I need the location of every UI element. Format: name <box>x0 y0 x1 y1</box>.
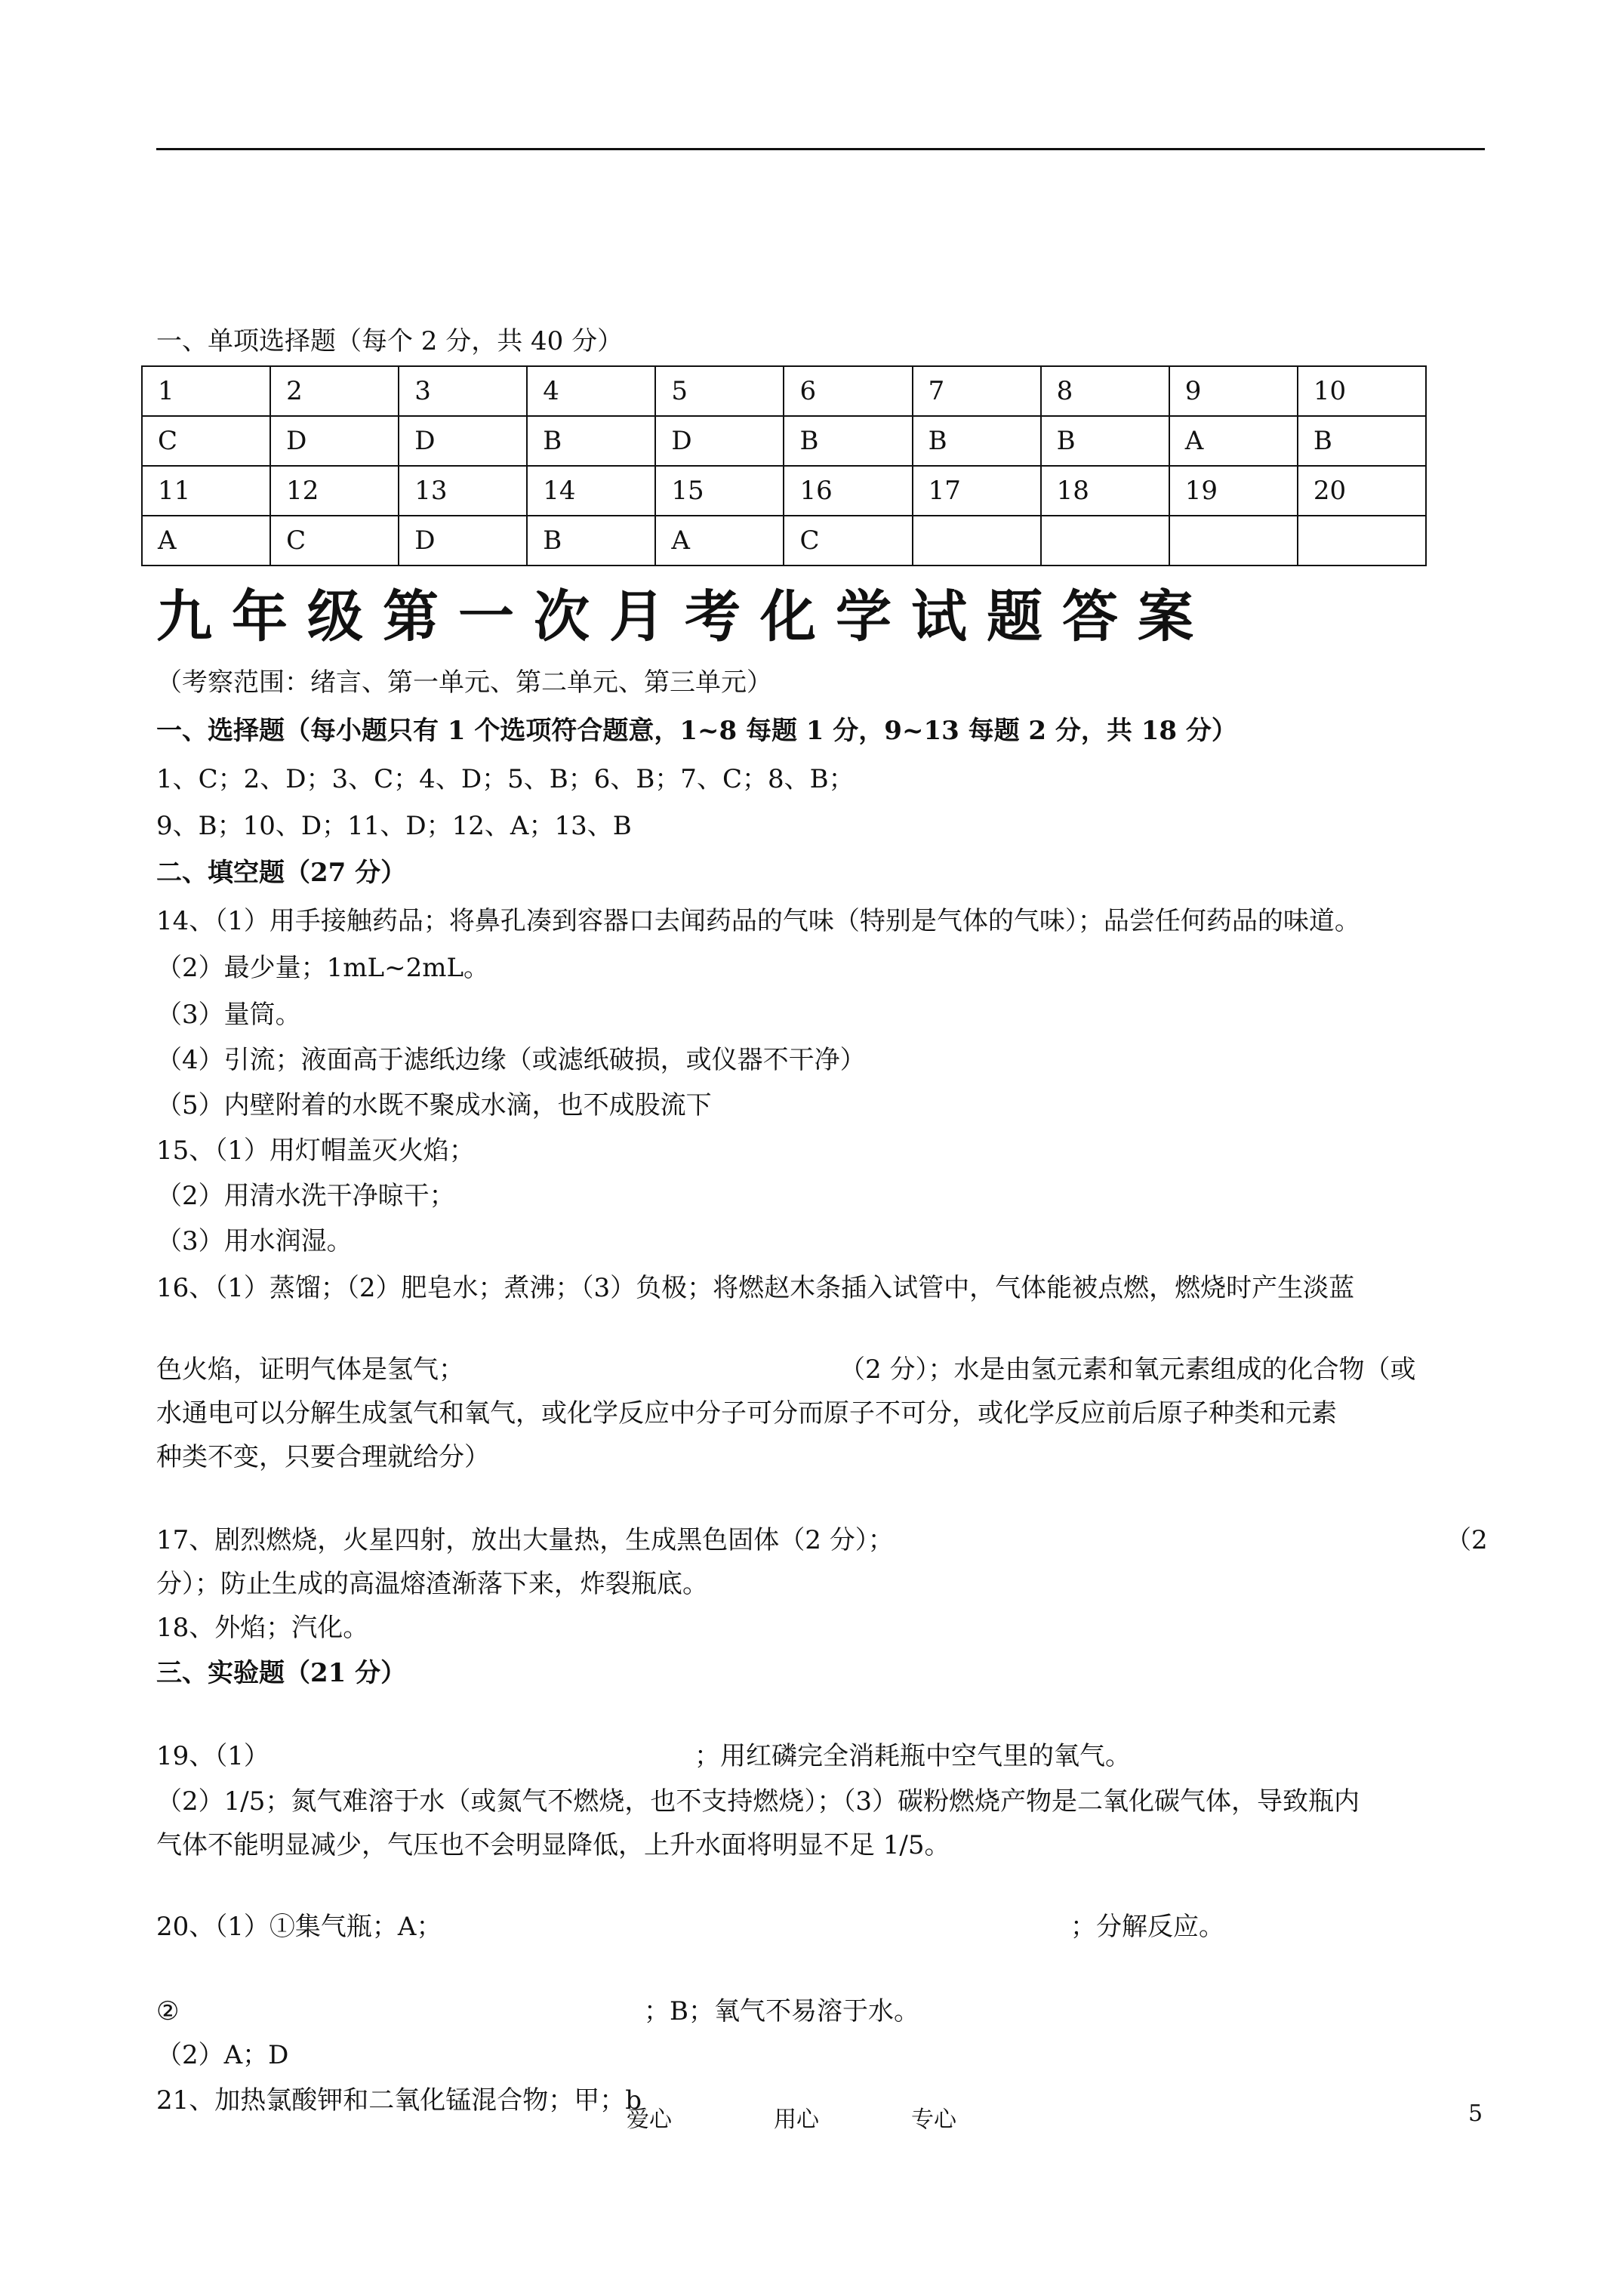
answer-line: ② <box>156 1996 180 2026</box>
table-cell: 17 <box>913 466 1041 516</box>
answer-line-continuation: ；B；氧气不易溶于水。 <box>644 1996 919 2026</box>
section-heading: 一、单项选择题（每个 2 分，共 40 分） <box>156 326 624 356</box>
table-cell: C <box>142 416 270 466</box>
table-cell: 4 <box>527 366 655 416</box>
table-cell: C <box>270 516 399 566</box>
table-cell: D <box>399 516 527 566</box>
table-cell: 2 <box>270 366 399 416</box>
answer-line: 15、（1）用灯帽盖灭火焰； <box>156 1136 475 1166</box>
part1-heading: 一、选择题（每小题只有 1 个选项符合题意，1~8 每题 1 分，9~13 每题 2 分，共 18 分） <box>156 716 1237 746</box>
table-cell: 11 <box>142 466 270 516</box>
answer-line: 16、（1）蒸馏；（2）肥皂水；煮沸；（3）负极；将燃赵木条插入试管中，气体能被点燃，燃烧时产生淡蓝 <box>156 1273 1355 1303</box>
table-cell: 18 <box>1041 466 1169 516</box>
answer-line: （3）量筒。 <box>156 1000 301 1030</box>
table-row <box>142 416 1426 466</box>
table-cell: A <box>142 516 270 566</box>
table-cell: 5 <box>655 366 784 416</box>
answer-table <box>141 365 1427 566</box>
answer-line: （2）最少量；1mL~2mL。 <box>156 953 490 983</box>
table-cell: 6 <box>784 366 912 416</box>
document-title: 九年级第一次月考化学试题答案 <box>156 584 1213 649</box>
answer-line: 17、剧烈燃烧，火星四射，放出大量热，生成黑色固体（2 分）； <box>156 1525 894 1555</box>
table-cell: B <box>784 416 912 466</box>
answer-line: （2）A；D <box>156 2040 289 2070</box>
answer-line: （2）1/5；氮气难溶于水（或氮气不燃烧，也不支持燃烧）；（3）碳粉燃烧产物是二氧化碳气体，导致瓶内 <box>156 1786 1360 1817</box>
table-cell: B <box>1041 416 1169 466</box>
answer-line-continuation: （2 分）；水是由氢元素和氧元素组成的化合物（或 <box>839 1354 1416 1385</box>
table-row <box>142 516 1426 566</box>
answer-line: 水通电可以分解生成氢气和氧气，或化学反应中分子可分而原子不可分，或化学反应前后原子种类和元素 <box>156 1398 1337 1428</box>
table-cell: D <box>270 416 399 466</box>
table-cell: 3 <box>399 366 527 416</box>
part2-heading: 二、填空题（27 分） <box>156 858 407 888</box>
table-cell: 15 <box>655 466 784 516</box>
footer-word: 用心 <box>774 2106 819 2133</box>
table-cell: 7 <box>913 366 1041 416</box>
answer-line-continuation: ；分解反应。 <box>1070 1912 1224 1942</box>
table-row <box>142 466 1426 516</box>
part1-answers-line: 9、B；10、D；11、D；12、A；13、B <box>156 811 632 841</box>
part3-heading: 三、实验题（21 分） <box>156 1658 407 1688</box>
table-cell: 19 <box>1169 466 1298 516</box>
answer-line: 分）；防止生成的高温熔渣渐落下来，炸裂瓶底。 <box>156 1569 708 1599</box>
table-cell <box>1169 516 1298 566</box>
answer-line: 气体不能明显减少，气压也不会明显降低，上升水面将明显不足 1/5。 <box>156 1830 950 1860</box>
answer-line: 20、（1）①集气瓶；A； <box>156 1912 442 1942</box>
table-cell: A <box>655 516 784 566</box>
table-cell: 13 <box>399 466 527 516</box>
answer-line: （5）内壁附着的水既不聚成水滴，也不成股流下 <box>156 1090 712 1120</box>
table-cell: B <box>527 416 655 466</box>
table-cell <box>1041 516 1169 566</box>
table-cell: B <box>1298 416 1426 466</box>
part1-answers-line: 1、C；2、D；3、C；4、D；5、B；6、B；7、C；8、B； <box>156 764 855 794</box>
table-cell: B <box>913 416 1041 466</box>
table-cell: 14 <box>527 466 655 516</box>
answer-line: （3）用水润湿。 <box>156 1226 353 1256</box>
answer-line: 色火焰，证明气体是氢气； <box>156 1354 464 1385</box>
answer-line-continuation: （2 <box>1446 1525 1488 1555</box>
table-cell: 12 <box>270 466 399 516</box>
answer-line: 19、（1） <box>156 1741 269 1771</box>
answer-line: 14、（1）用手接触药品；将鼻孔凑到容器口去闻药品的气味（特别是气体的气味）；品尝任何药品的味道。 <box>156 906 1360 936</box>
footer-word: 专心 <box>911 2106 956 2133</box>
table-cell: C <box>784 516 912 566</box>
table-cell: D <box>399 416 527 466</box>
table-cell: A <box>1169 416 1298 466</box>
answer-line: （2）用清水洗干净晾干； <box>156 1181 455 1211</box>
table-cell <box>1298 516 1426 566</box>
table-cell: 16 <box>784 466 912 516</box>
table-cell: 10 <box>1298 366 1426 416</box>
table-cell <box>913 516 1041 566</box>
table-row <box>142 366 1426 416</box>
answer-line: 18、外焰；汽化。 <box>156 1613 369 1643</box>
page-number: 5 <box>1468 2100 1483 2127</box>
table-cell: D <box>655 416 784 466</box>
scope-note: （考察范围：绪言、第一单元、第二单元、第三单元） <box>156 667 772 698</box>
answer-line: 21、加热氯酸钾和二氧化锰混合物；甲；b <box>156 2085 642 2116</box>
table-cell: 20 <box>1298 466 1426 516</box>
table-cell: 9 <box>1169 366 1298 416</box>
answer-line: 种类不变，只要合理就给分） <box>156 1442 490 1472</box>
answer-line: （4）引流；液面高于滤纸边缘（或滤纸破损，或仪器不干净） <box>156 1045 866 1075</box>
answer-line-continuation: ；用红磷完全消耗瓶中空气里的氧气。 <box>694 1741 1131 1771</box>
header-rule <box>156 148 1485 150</box>
table-cell: 8 <box>1041 366 1169 416</box>
table-cell: 1 <box>142 366 270 416</box>
table-cell: B <box>527 516 655 566</box>
footer-word: 爱心 <box>627 2106 672 2133</box>
